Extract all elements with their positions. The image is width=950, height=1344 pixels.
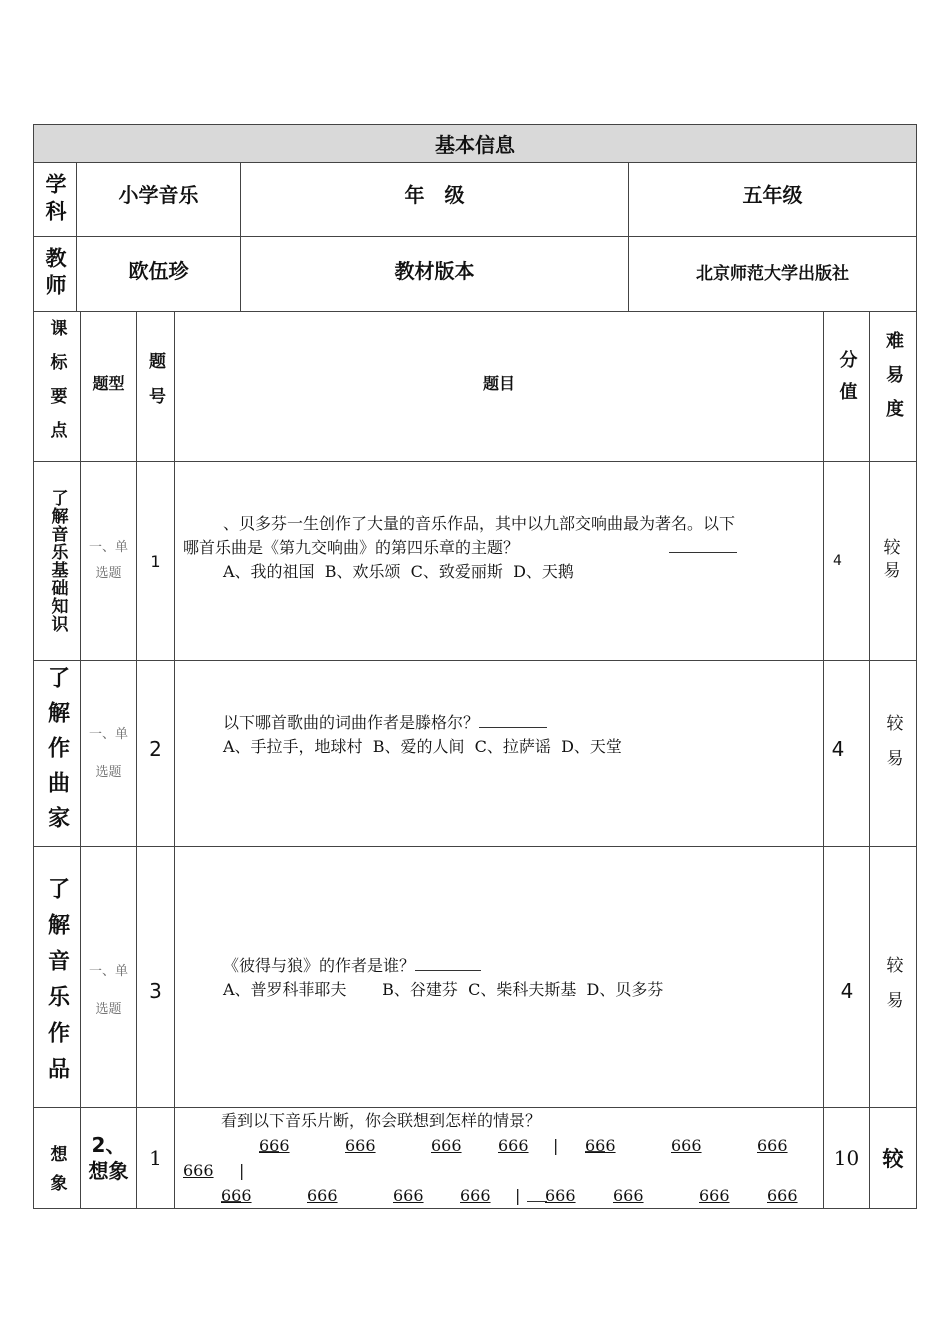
subject-label: 学科 bbox=[43, 172, 67, 227]
row1-question bbox=[183, 512, 823, 584]
note: 666 bbox=[431, 1136, 462, 1155]
bar-line: | bbox=[239, 1161, 245, 1180]
note: 666 bbox=[613, 1186, 644, 1205]
bar-line: | bbox=[515, 1186, 521, 1205]
note: 666 bbox=[307, 1186, 338, 1205]
row3-point: 了解音乐作品 bbox=[44, 877, 70, 1093]
col-score: 分值 bbox=[836, 350, 858, 414]
bar-line: | bbox=[553, 1136, 559, 1155]
edition-label: 教材版本 bbox=[394, 258, 475, 283]
note: 666 bbox=[393, 1186, 424, 1205]
row1-point: 了解音乐基础知识 bbox=[47, 489, 68, 633]
row4-question-line1: 看到以下音乐片断，你会联想到怎样的情景？ bbox=[221, 1111, 542, 1130]
row1-question-line1: 、贝多芬一生创作了大量的音乐作品，其中以九部交响曲最为著名。以下 bbox=[223, 514, 736, 533]
col-type: 题型 bbox=[92, 373, 125, 393]
note: 666 bbox=[498, 1136, 529, 1155]
row2-score: 4 bbox=[831, 737, 845, 761]
teacher-value: 欧伍珍 bbox=[128, 258, 189, 283]
col-difficulty: 难易度 bbox=[883, 331, 904, 433]
row3-type: 一、单选题 bbox=[89, 964, 129, 1017]
teacher-label: 教师 bbox=[43, 247, 67, 301]
note: 666 bbox=[671, 1136, 702, 1155]
note: 666 bbox=[699, 1186, 730, 1205]
col-number: 题号 bbox=[145, 351, 165, 422]
row2-number: 2 bbox=[149, 737, 162, 761]
table-title-text: 基本信息 bbox=[435, 133, 515, 157]
row1-type: 一、单选题 bbox=[88, 540, 128, 581]
row4-point: 想象 bbox=[46, 1145, 67, 1203]
row3-number: 3 bbox=[149, 979, 162, 1003]
row4-type: 2、想象 bbox=[88, 1133, 129, 1183]
grade-label: 年 级 bbox=[404, 182, 465, 207]
row4-question bbox=[183, 1108, 823, 1208]
row1-question-line2: 哪首乐曲是《第九交响曲》的第四乐章的主题？ bbox=[183, 536, 823, 560]
grade-value: 五年级 bbox=[742, 182, 803, 207]
col-point: 课标要点 bbox=[46, 318, 67, 455]
note: 666 bbox=[767, 1186, 798, 1205]
row3-question bbox=[223, 954, 823, 1002]
col-question: 题目 bbox=[482, 373, 515, 393]
note: 666 bbox=[757, 1136, 788, 1155]
row3-options: A、普罗科菲耶夫 B、谷建芬 C、柴科夫斯基 D、贝多芬 bbox=[223, 980, 664, 999]
note: 666 bbox=[545, 1186, 576, 1205]
row2-point: 了解作曲家 bbox=[44, 666, 70, 841]
row2-options: A、手拉手，地球村 B、爱的人间 C、拉萨谣 D、天堂 bbox=[223, 737, 622, 756]
row4-number: 1 bbox=[149, 1146, 162, 1170]
row4-score: 10 bbox=[833, 1146, 860, 1170]
row1-number: 1 bbox=[150, 551, 161, 571]
note: 666 bbox=[221, 1186, 252, 1205]
note: 666 bbox=[460, 1186, 491, 1205]
note: 666 bbox=[345, 1136, 376, 1155]
note: 666 bbox=[259, 1136, 290, 1155]
row4-difficulty: 较 bbox=[882, 1147, 904, 1171]
row3-score: 4 bbox=[840, 979, 854, 1003]
row3-difficulty: 较易 bbox=[882, 956, 903, 1026]
music-notes bbox=[183, 1133, 823, 1208]
note: 666 bbox=[585, 1136, 616, 1155]
row1-difficulty: 较易 bbox=[879, 538, 900, 584]
row2-difficulty: 较易 bbox=[882, 714, 903, 784]
edition-value: 北京师范大学出版社 bbox=[696, 263, 849, 284]
table-title bbox=[34, 125, 916, 162]
note: 666 bbox=[183, 1161, 214, 1180]
row1-options: A、我的祖国 B、欢乐颂 C、致爱丽斯 D、天鹅 bbox=[223, 562, 574, 581]
row3-question-line1: 《彼得与狼》的作者是谁？ bbox=[223, 954, 823, 978]
subject-value: 小学音乐 bbox=[118, 182, 199, 207]
row1-score: 4 bbox=[833, 553, 842, 569]
row2-question bbox=[223, 711, 823, 759]
row2-type: 一、单选题 bbox=[89, 726, 129, 780]
row2-question-line1: 以下哪首歌曲的词曲作者是滕格尔？ bbox=[223, 711, 823, 735]
